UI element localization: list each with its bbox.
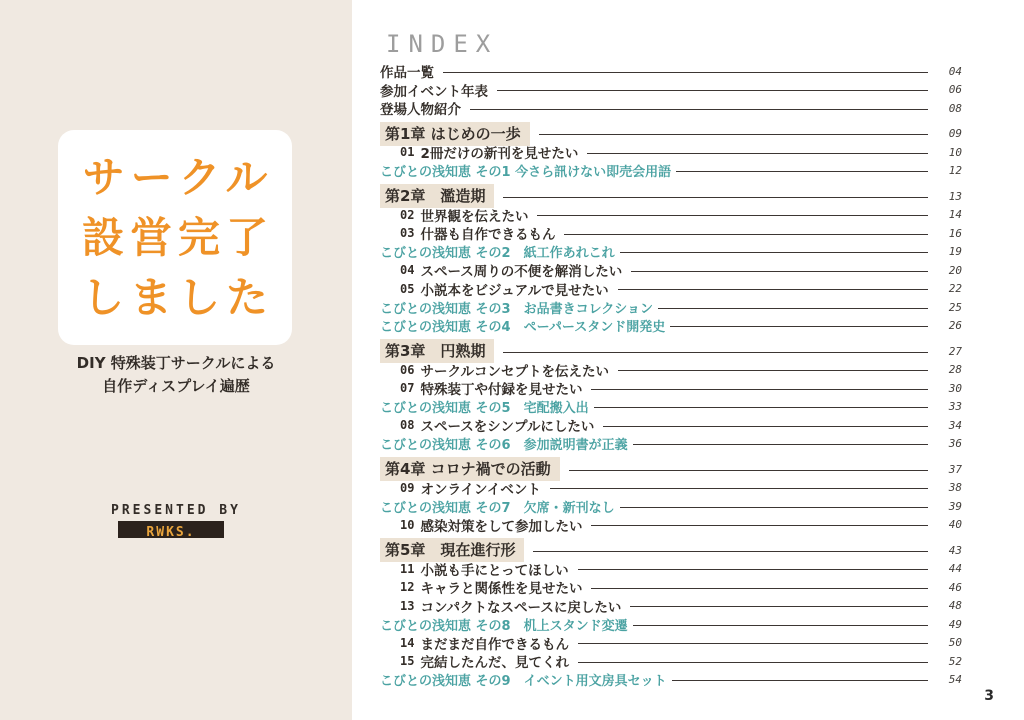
toc-chapter-row (380, 460, 962, 479)
toc-entry-page: 20 (948, 263, 962, 277)
leader-line (630, 606, 928, 607)
entry-number: 06 (400, 362, 415, 377)
leader-line (633, 625, 928, 626)
toc-entry-row (380, 361, 962, 380)
entry-number: 13 (400, 598, 415, 613)
toc-entry-row (380, 280, 962, 299)
chapter-title: 第5章 現在進行形 (380, 538, 524, 562)
index-heading: INDEX (386, 30, 499, 58)
leader-line (672, 680, 928, 681)
chapter-page: 09 (948, 127, 962, 141)
toc-column-row (380, 398, 962, 417)
toc-entry-row (380, 652, 962, 671)
entry-number: 14 (400, 635, 415, 650)
leader-line (633, 444, 928, 445)
leader-line (658, 308, 928, 309)
toc-entry-page: 48 (948, 599, 962, 613)
leader-line (676, 171, 928, 172)
entry-number: 07 (400, 381, 415, 396)
column-entry-label: こびとの浅知恵 その6 参加説明書が正義 (380, 438, 628, 454)
toc-entry-row (380, 634, 962, 653)
toc-entry-page: 46 (948, 580, 962, 594)
leader-line (503, 352, 928, 353)
leader-line (539, 134, 928, 135)
toc-entry-row (380, 516, 962, 535)
chapter-title: 第1章 はじめの一歩 (380, 122, 530, 146)
entry-title: コンパクトなスペースに戻したい (420, 599, 622, 616)
column-entry-label: こびとの浅知恵 その5 宅配搬入出 (380, 401, 589, 417)
brand-name: RWKS. (146, 525, 196, 540)
toc-entry-row (380, 261, 962, 280)
leader-line (618, 289, 928, 290)
leader-line (533, 551, 928, 552)
entry-number: 04 (400, 263, 415, 278)
presented-by-label: PRESENTED BY (111, 503, 241, 518)
entry-number: 09 (400, 480, 415, 495)
chapter-title: 第4章 コロナ禍での活動 (380, 457, 560, 481)
entry-number: 10 (400, 517, 415, 532)
toc-column-row (380, 243, 962, 262)
toc-entry-page: 54 (948, 673, 962, 687)
column-entry-label: こびとの浅知恵 その4 ペーパースタンド開発史 (380, 320, 666, 336)
toc-entry-page: 44 (948, 562, 962, 576)
toc-entry-page: 10 (948, 145, 962, 159)
cover-panel (0, 0, 352, 720)
toc-column-row (380, 317, 962, 336)
toc-entry-page: 06 (948, 83, 962, 97)
toc-entry-page: 34 (948, 418, 962, 432)
toc-entry-page: 38 (948, 481, 962, 495)
page-number: 3 (984, 688, 994, 704)
toc-entry-page: 28 (948, 363, 962, 377)
leader-line (631, 271, 928, 272)
column-entry-label: こびとの浅知恵 その2 紙工作あれこれ (380, 246, 615, 262)
leader-line (591, 389, 928, 390)
toc-entry-page: 12 (948, 164, 962, 178)
leader-line (591, 525, 928, 526)
entry-title: 感染対策をして参加したい (420, 518, 583, 535)
toc-entry-row (380, 224, 962, 243)
entry-number: 15 (400, 654, 415, 669)
toc-entry-row (380, 479, 962, 498)
entry-number: 12 (400, 580, 415, 595)
toc-entry-page: 19 (948, 245, 962, 259)
leader-line (620, 507, 928, 508)
title-line-2: 設営完了 (81, 212, 274, 262)
toc-entry-page: 40 (948, 518, 962, 532)
leader-line (503, 197, 928, 198)
toc-chapter-row (380, 342, 962, 361)
entry-title: 2冊だけの新刊を見せたい (420, 146, 579, 163)
toc-entry-row (380, 416, 962, 435)
chapter-page: 13 (948, 189, 962, 203)
entry-title: 世界観を伝えたい (420, 208, 529, 225)
toc-entry-page: 30 (948, 381, 962, 395)
leader-line (618, 370, 928, 371)
title-line-1: サークル (82, 152, 274, 202)
subtitle-line-2: 自作ディスプレイ遍歴 (102, 377, 250, 395)
entry-number: 05 (400, 281, 415, 296)
column-entry-label: こびとの浅知恵 その3 お品書きコレクション (380, 301, 654, 317)
toc-entry-label: 登場人物紹介 (380, 102, 461, 119)
chapter-title: 第2章 濫造期 (380, 184, 494, 208)
entry-title: キャラと関係性を見せたい (420, 581, 583, 598)
leader-line (594, 407, 928, 408)
leader-line (497, 90, 928, 91)
leader-line (578, 643, 928, 644)
toc-list (380, 62, 962, 689)
toc-entry-page: 50 (948, 636, 962, 650)
toc-entry-row (380, 597, 962, 616)
entry-number: 01 (400, 145, 415, 160)
leader-line (620, 252, 928, 253)
toc-entry-page: 26 (948, 319, 962, 333)
entry-number: 11 (400, 561, 415, 576)
leader-line (564, 234, 928, 235)
toc-column-row (380, 435, 962, 454)
entry-title: 特殊装丁や付録を見せたい (420, 382, 583, 399)
toc-entry-row (380, 560, 962, 579)
column-entry-label: こびとの浅知恵 その7 欠席・新刊なし (380, 500, 615, 516)
toc-entry-page: 52 (948, 654, 962, 668)
toc-entry-row (380, 206, 962, 225)
entry-title: オンラインイベント (420, 481, 541, 498)
leader-line (537, 215, 928, 216)
entry-title: 什器も自作できるもん (420, 227, 556, 244)
toc-entry-label: 参加イベント年表 (380, 83, 488, 100)
entry-title: スペースをシンプルにしたい (420, 419, 595, 436)
leader-line (470, 109, 928, 110)
toc-chapter-row (380, 125, 962, 144)
toc-entry-page: 16 (948, 226, 962, 240)
toc-entry-page: 22 (948, 282, 962, 296)
entry-title: サークルコンセプトを伝えたい (420, 363, 610, 380)
chapter-title: 第3章 円熟期 (380, 339, 494, 363)
index-page (352, 0, 1024, 720)
toc-entry-row (380, 143, 962, 162)
toc-entry-row (380, 379, 962, 398)
entry-title: 小説本をビジュアルで見せたい (420, 282, 609, 299)
leader-line (443, 72, 928, 73)
entry-title: スペース周りの不便を解消したい (420, 264, 623, 281)
column-entry-label: こびとの浅知恵 その1 今さら訊けない即売会用語 (380, 165, 672, 181)
toc-entry-row (380, 578, 962, 597)
toc-column-row (380, 298, 962, 317)
leader-line (569, 470, 928, 471)
entry-title: 完結したんだ、見てくれ (420, 655, 569, 672)
chapter-page: 27 (948, 344, 962, 358)
toc-entry-label: 作品一覧 (380, 65, 434, 82)
column-entry-label: こびとの浅知恵 その9 イベント用文房具セット (380, 674, 667, 690)
toc-entry-page: 14 (948, 208, 962, 222)
entry-number: 08 (400, 418, 415, 433)
toc-entry-page: 49 (948, 617, 962, 631)
leader-line (591, 588, 928, 589)
toc-front-row (380, 62, 962, 81)
toc-entry-page: 25 (948, 300, 962, 314)
toc-column-row (380, 162, 962, 181)
leader-line (603, 426, 928, 427)
leader-line (587, 153, 928, 154)
toc-chapter-row (380, 541, 962, 560)
toc-front-row (380, 99, 962, 118)
toc-column-row (380, 497, 962, 516)
leader-line (670, 326, 928, 327)
chapter-page: 37 (948, 462, 962, 476)
toc-entry-page: 04 (948, 64, 962, 78)
chapter-page: 43 (948, 543, 962, 557)
entry-number: 02 (400, 207, 415, 222)
leader-line (550, 488, 928, 489)
brand-bar (118, 521, 224, 538)
leader-line (578, 569, 928, 570)
toc-entry-page: 08 (948, 101, 962, 115)
toc-entry-page: 33 (948, 400, 962, 414)
subtitle (0, 352, 352, 398)
entry-title: まだまだ自作できるもん (420, 636, 569, 653)
toc-front-row (380, 81, 962, 100)
column-entry-label: こびとの浅知恵 その8 机上スタンド変遷 (380, 618, 628, 634)
toc-entry-page: 39 (948, 499, 962, 513)
leader-line (578, 662, 928, 663)
title-box (58, 130, 292, 345)
subtitle-line-1: DIY 特殊装丁サークルによる (76, 354, 276, 372)
entry-title: 小説も手にとってほしい (420, 562, 569, 579)
title-line-3: しました (81, 272, 274, 322)
toc-column-row (380, 615, 962, 634)
entry-number: 03 (400, 226, 415, 241)
toc-column-row (380, 671, 962, 690)
toc-entry-page: 36 (948, 437, 962, 451)
toc-chapter-row (380, 187, 962, 206)
